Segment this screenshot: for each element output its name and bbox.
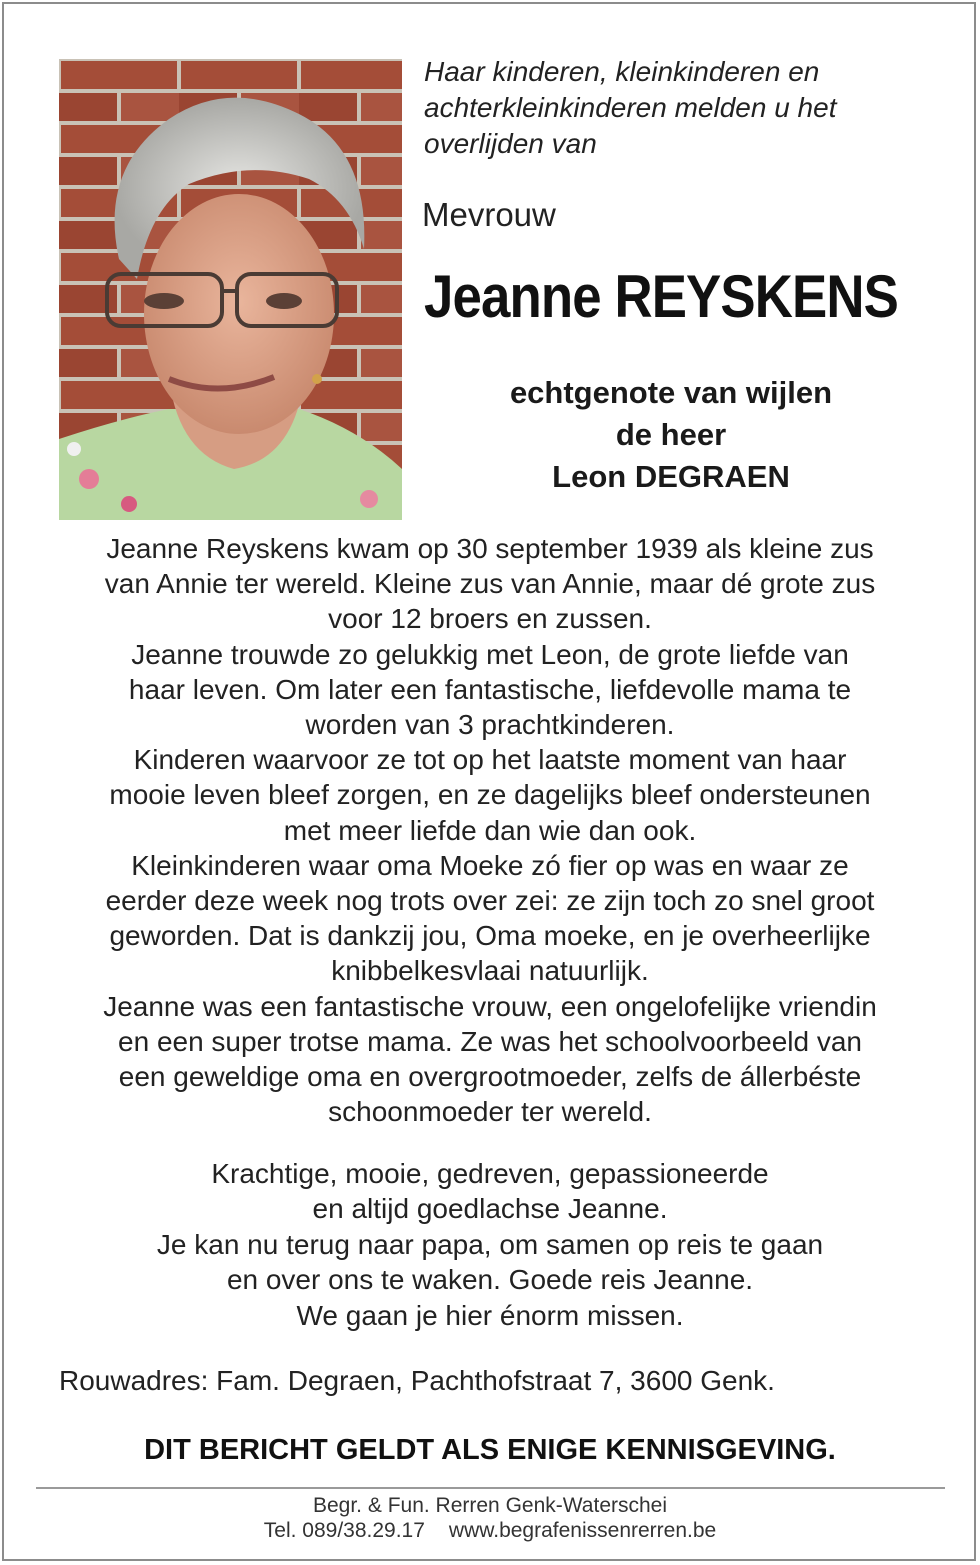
salutation: Mevrouw xyxy=(422,196,556,233)
body-line: eerder deze week nog trots over zei: ze zijn toch zo snel groot xyxy=(105,885,875,917)
intro-text xyxy=(424,54,944,162)
biography-text xyxy=(40,531,940,1129)
closing-line: We gaan je hier énorm missen. xyxy=(296,1299,684,1331)
deceased-name: Jeanne REYSKENS xyxy=(424,263,898,330)
body-line: van Annie ter wereld. Kleine zus van Annie, maar dé grote zus xyxy=(104,568,876,600)
spouse-line: de heer xyxy=(615,417,727,452)
body-line: met meer liefde dan wie dan ook. xyxy=(283,814,697,846)
spouse-line: Leon DEGRAEN xyxy=(552,459,790,494)
body-line: Jeanne was een fantastische vrouw, een ongelofelijke vriendin xyxy=(103,990,877,1022)
body-line: Jeanne Reyskens kwam op 30 september 1939 als kleine zus xyxy=(106,533,874,564)
body-line: en een super trotse mama. Ze was het schoolvoorbeeld van xyxy=(118,1025,862,1057)
closing-line: en altijd goedlachse Jeanne. xyxy=(312,1193,668,1225)
closing-line: Je kan nu terug naar papa, om samen op reis te gaan xyxy=(156,1228,824,1260)
closing-text xyxy=(40,1156,940,1333)
spouse-line: echtgenote van wijlen xyxy=(509,375,833,410)
funeral-home-website[interactable]: www.begrafenissenrerren.be xyxy=(448,1519,717,1542)
closing-line: Krachtige, mooie, gedreven, gepassioneerde xyxy=(211,1158,769,1189)
portrait-photo xyxy=(59,59,402,520)
body-line: Kleinkinderen waar oma Moeke zó fier op was en waar ze xyxy=(131,849,849,881)
body-line: mooie leven bleef zorgen, en ze dagelijks bleef ondersteunen xyxy=(109,779,871,811)
funeral-home-name: Begr. & Fun. Rerren Genk-Waterschei xyxy=(312,1494,668,1517)
footer-divider xyxy=(36,1487,945,1489)
body-line: schoonmoeder ter wereld. xyxy=(328,1096,652,1128)
funeral-home-contact xyxy=(40,1518,940,1543)
spouse-block xyxy=(420,372,922,498)
intro-line: overlijden van xyxy=(424,128,597,159)
body-line: Jeanne trouwde zo gelukkig met Leon, de grote liefde van xyxy=(131,638,849,670)
intro-line: Haar kinderen, kleinkinderen en xyxy=(424,56,820,87)
body-line: knibbelkesvlaai natuurlijk. xyxy=(331,955,649,987)
closing-line: en over ons te waken. Goede reis Jeanne. xyxy=(226,1264,754,1296)
body-line: voor 12 broers en zussen. xyxy=(328,603,652,635)
body-line: worden van 3 prachtkinderen. xyxy=(305,709,675,741)
funeral-home-phone: Tel. 089/38.29.17 xyxy=(263,1519,425,1542)
intro-line: achterkleinkinderen melden u het xyxy=(424,92,837,123)
funeral-home-footer xyxy=(40,1493,940,1543)
body-line: Kinderen waarvoor ze tot op het laatste moment van haar xyxy=(133,744,847,776)
announcement-notice: DIT BERICHT GELDT ALS ENIGE KENNISGEVING. xyxy=(144,1434,836,1466)
body-line: geworden. Dat is dankzij jou, Oma moeke, en je overheerlijke xyxy=(109,920,871,952)
body-line: een geweldige oma en overgrootmoeder, zelfs de állerbéste xyxy=(118,1061,862,1093)
mourning-address: Rouwadres: Fam. Degraen, Pachthofstraat 7, 3600 Genk. xyxy=(59,1365,775,1396)
body-line: haar leven. Om later een fantastische, liefdevolle mama te xyxy=(128,673,852,705)
